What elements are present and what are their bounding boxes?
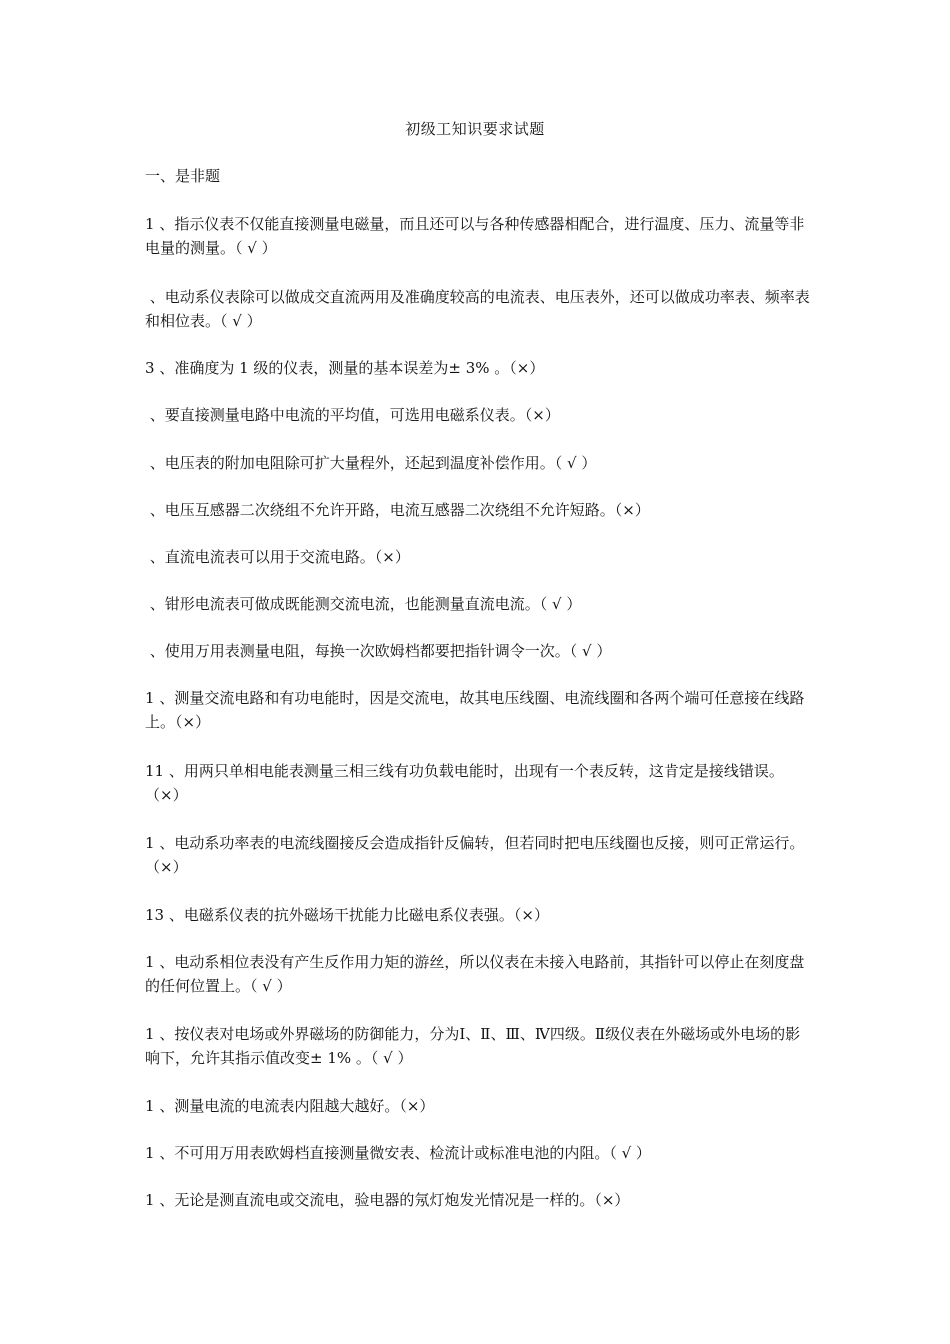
question-item	[145, 686, 810, 734]
question-number: 1	[145, 215, 155, 233]
question-text: 、钳形电流表可做成既能测交流电流，也能测量直流电流。（ √ ）	[149, 595, 582, 613]
question-number: 1	[145, 953, 155, 971]
question-item	[145, 545, 810, 569]
question-text: 、测量交流电路和有功电能时，因是交流电，故其电压线圈、电流线圈和各两个端可任意接在线路上。（×）	[145, 689, 805, 731]
question-number: 3	[145, 359, 155, 377]
question-item	[145, 1094, 810, 1118]
question-item	[145, 1022, 810, 1070]
document-title: 初级工知识要求试题	[405, 120, 545, 138]
question-item	[145, 1188, 810, 1212]
question-number: 1	[145, 1144, 155, 1162]
question-text: 、电动系功率表的电流线圈接反会造成指针反偏转，但若同时把电压线圈也反接，则可正常运行。 （×）	[145, 834, 805, 876]
question-number: 1	[145, 1191, 155, 1209]
question-text: 、指示仪表不仅能直接测量电磁量，而且还可以与各种传感器相配合，进行温度、压力、流量等非电量的测量。（ √ ）	[145, 215, 805, 257]
question-text: 、要直接测量电路中电流的平均值，可选用电磁系仪表。（×）	[149, 406, 560, 424]
question-text: 、直流电流表可以用于交流电路。（×）	[149, 548, 410, 566]
question-item	[145, 831, 810, 879]
question-text: 、测量电流的电流表内阻越大越好。（×）	[159, 1097, 435, 1115]
question-item	[145, 950, 810, 998]
question-text: 、电磁系仪表的抗外磁场干扰能力比磁电系仪表强。（×）	[168, 906, 549, 924]
question-number: 1	[145, 1025, 155, 1043]
question-number: 1	[145, 689, 155, 707]
question-item	[145, 639, 810, 663]
question-number: 1	[145, 1097, 155, 1115]
question-text: 、电动系相位表没有产生反作用力矩的游丝，所以仪表在未接入电路前，其指针可以停止在刻度盘的任何位置上。（ √ ）	[145, 953, 805, 995]
question-item	[145, 285, 810, 333]
question-number: 13	[145, 906, 165, 924]
question-text: 、电压互感器二次绕组不允许开路，电流互感器二次绕组不允许短路。（×）	[149, 501, 650, 519]
question-item	[145, 356, 810, 380]
section-heading: 一、是非题	[145, 167, 221, 185]
question-text: 、用两只单相电能表测量三相三线有功负载电能时，出现有一个表反转，这肯定是接线错误。（×）	[145, 762, 784, 804]
question-item	[145, 592, 810, 616]
question-item	[145, 212, 810, 260]
question-item	[145, 498, 810, 522]
question-item	[145, 451, 810, 475]
question-text: 、准确度为 1 级的仪表，测量的基本误差为± 3% 。（×）	[159, 359, 545, 377]
question-number: 11	[145, 762, 165, 780]
question-number: 1	[145, 834, 155, 852]
question-item	[145, 903, 810, 927]
question-text: 、无论是测直流电或交流电，验电器的氖灯炮发光情况是一样的。（×）	[159, 1191, 630, 1209]
question-text: 、电压表的附加电阻除可扩大量程外，还起到温度补偿作用。（ √ ）	[149, 454, 597, 472]
question-text: 、使用万用表测量电阻，每换一次欧姆档都要把指针调令一次。（ √ ）	[149, 642, 612, 660]
question-text: 、电动系仪表除可以做成交直流两用及准确度较高的电流表、电压表外，还可以做成功率表、频率表和相位表。（ √ ）	[145, 288, 810, 330]
question-item	[145, 1141, 810, 1165]
question-text: 、按仪表对电场或外界磁场的防御能力，分为Ⅰ、Ⅱ、Ⅲ、Ⅳ四级。Ⅱ级仪表在外磁场或外电场的影响下，允许其指示值改变± 1% 。（ √ ）	[145, 1025, 801, 1067]
question-text: 、不可用万用表欧姆档直接测量微安表、检流计或标准电池的内阻。（ √ ）	[159, 1144, 651, 1162]
question-item	[145, 759, 810, 807]
question-item	[145, 403, 810, 427]
